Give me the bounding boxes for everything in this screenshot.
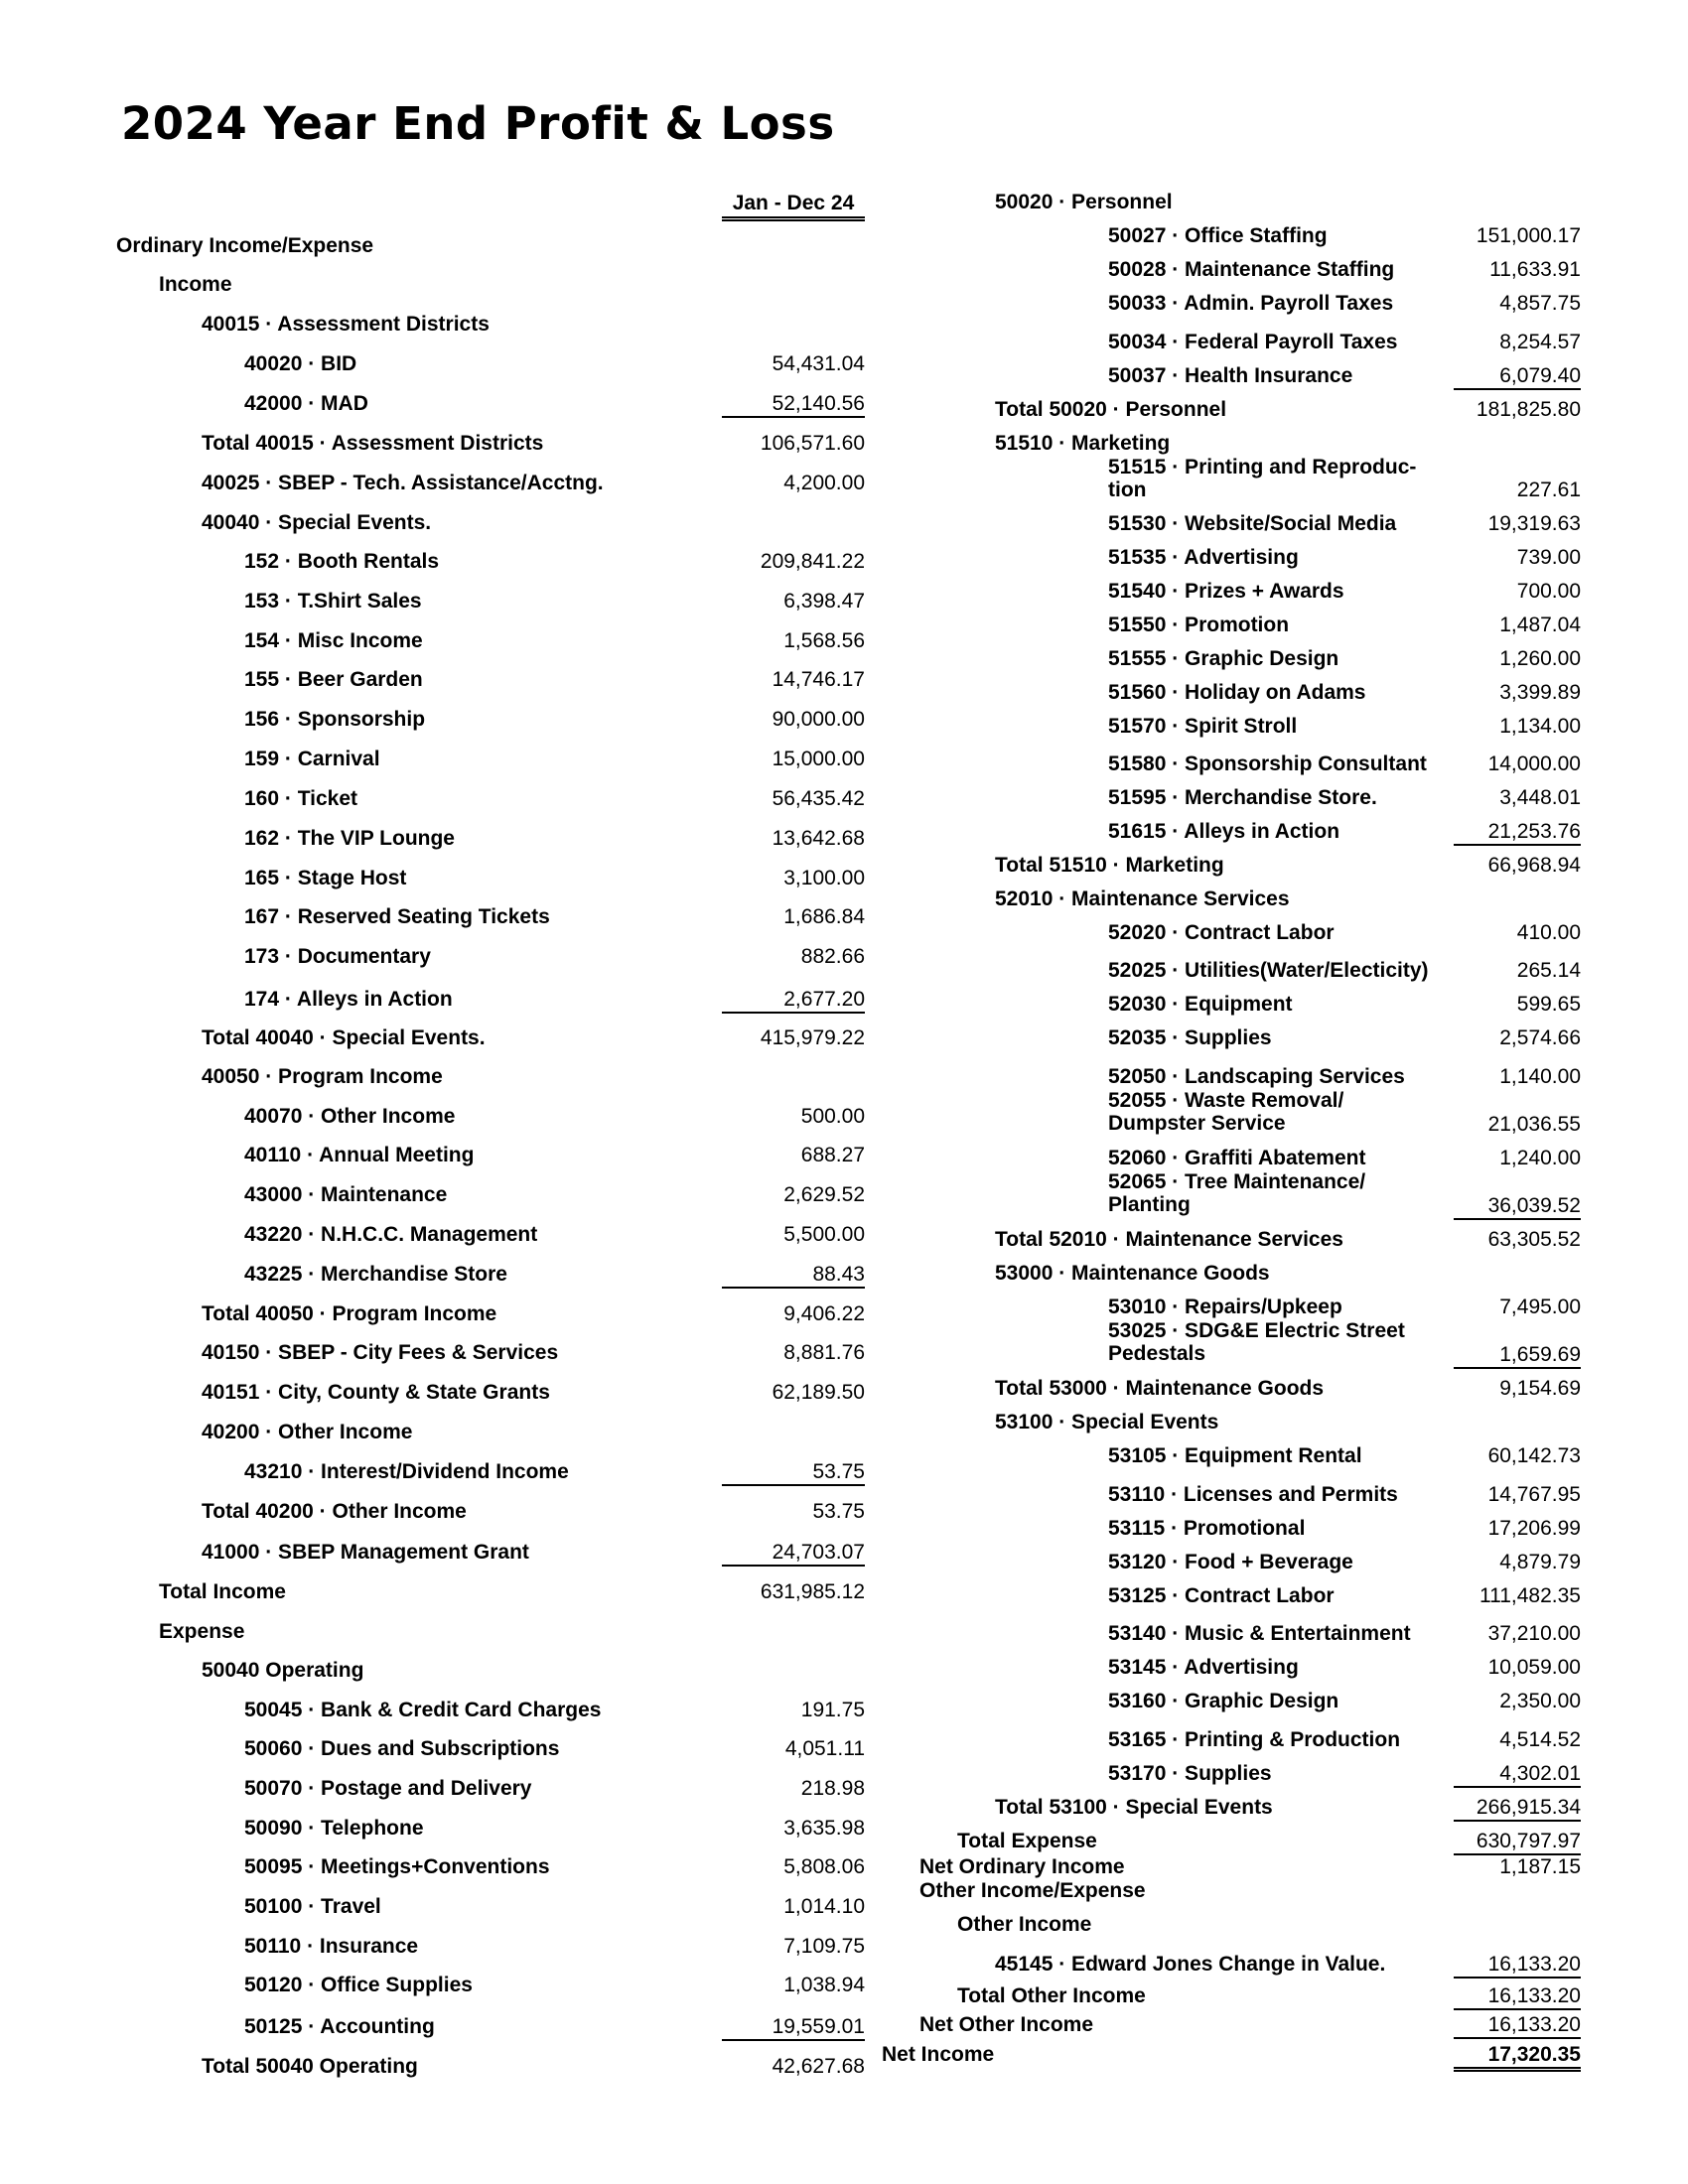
line-item-amount: 9,406.22 [783,1302,865,1325]
line-item-label: Total 52010 · Maintenance Services [995,1228,1343,1251]
line-item-label: 51515 · Printing and Reproduc- tion [1108,456,1417,501]
line-item-amount: 90,000.00 [772,708,865,731]
line-item-amount: 42,627.68 [772,2055,865,2078]
line-item-amount: 2,629.52 [783,1183,865,1206]
line-item-label: 53000 · Maintenance Goods [995,1262,1270,1285]
line-item-label: 167 · Reserved Seating Tickets [244,905,550,928]
line-item-label: 165 · Stage Host [244,867,407,889]
line-item-label: 50037 · Health Insurance [1108,364,1353,387]
line-item-amount: 599.65 [1516,993,1581,1016]
line-item-amount: 1,014.10 [783,1895,865,1918]
column-header: Jan - Dec 24 [722,192,865,221]
line-item-label: 52035 · Supplies [1108,1026,1272,1049]
line-item-label: 52010 · Maintenance Services [995,887,1290,910]
line-item-amount: 2,350.00 [1499,1690,1581,1712]
line-item-amount: 1,487.04 [1499,614,1581,636]
line-item-label: Total 53100 · Special Events [995,1796,1273,1819]
line-item-amount: 19,319.63 [1487,512,1581,535]
line-item-label: 40020 · BID [244,352,357,375]
line-item-label: 50100 · Travel [244,1895,381,1918]
line-item-amount: 21,253.76 [1454,820,1581,846]
line-item-amount: 4,051.11 [784,1737,865,1760]
line-item-label: 51570 · Spirit Stroll [1108,715,1298,738]
line-item-amount: 106,571.60 [760,432,865,455]
line-item-label: 53105 · Equipment Rental [1108,1444,1362,1467]
line-item-label: 53125 · Contract Labor [1108,1584,1335,1607]
line-item-amount: 1,140.00 [1499,1065,1581,1088]
line-item-amount: 10,059.00 [1487,1656,1581,1679]
line-item-amount: 7,495.00 [1499,1296,1581,1318]
line-item-label: Income [159,273,232,296]
line-item-label: 41000 · SBEP Management Grant [202,1541,529,1564]
line-item-amount: 1,187.15 [1499,1855,1581,1878]
line-item-label: 154 · Misc Income [244,629,423,652]
line-item-amount: 88.43 [722,1263,865,1289]
line-item-amount: 1,240.00 [1499,1147,1581,1169]
line-item-amount: 688.27 [800,1144,865,1166]
line-item-amount: 53.75 [812,1500,865,1523]
line-item-amount: 15,000.00 [772,748,865,770]
line-item-label: Expense [159,1620,245,1643]
line-item-amount: 4,879.79 [1499,1551,1581,1573]
line-item-amount: 63,305.52 [1487,1228,1581,1251]
line-item-amount: 56,435.42 [772,787,865,810]
line-item-label: Other Income [957,1913,1092,1936]
line-item-label: 153 · T.Shirt Sales [244,590,422,613]
line-item-amount: 16,133.20 [1454,2013,1581,2039]
line-item-label: 51540 · Prizes + Awards [1108,580,1344,603]
line-item-label: 52060 · Graffiti Abatement [1108,1147,1366,1169]
line-item-label: 51510 · Marketing [995,432,1171,455]
line-item-label: 53010 · Repairs/Upkeep [1108,1296,1342,1318]
line-item-label: 53115 · Promotional [1108,1517,1306,1540]
line-item-label: Total 40040 · Special Events. [202,1026,486,1049]
line-item-label: 162 · The VIP Lounge [244,827,455,850]
line-item-label: Net Other Income [919,2013,1094,2036]
line-item-label: Total Income [159,1580,286,1603]
line-item-label: 51535 · Advertising [1108,546,1299,569]
line-item-amount: 13,642.68 [772,827,865,850]
line-item-amount: 4,857.75 [1499,292,1581,315]
line-item-label: 40200 · Other Income [202,1421,413,1443]
line-item-amount: 17,206.99 [1487,1517,1581,1540]
line-item-amount: 631,985.12 [760,1580,865,1603]
line-item-amount: 415,979.22 [760,1026,865,1049]
line-item-amount: 2,574.66 [1499,1026,1581,1049]
line-item-label: 50125 · Accounting [244,2015,435,2038]
line-item-label: 40110 · Annual Meeting [244,1144,475,1166]
report-title: 2024 Year End Profit & Loss [121,97,835,150]
line-item-amount: 6,079.40 [1454,364,1581,390]
line-item-label: 45145 · Edward Jones Change in Value. [995,1953,1386,1976]
line-item-label: 51550 · Promotion [1108,614,1290,636]
line-item-label: 52050 · Landscaping Services [1108,1065,1405,1088]
line-item-label: 50060 · Dues and Subscriptions [244,1737,560,1760]
line-item-label: 52030 · Equipment [1108,993,1293,1016]
line-item-amount: 14,000.00 [1487,752,1581,775]
line-item-label: 50027 · Office Staffing [1108,224,1328,247]
line-item-label: 40070 · Other Income [244,1105,456,1128]
line-item-label: Net Income [882,2043,995,2066]
line-item-amount: 3,635.98 [783,1817,865,1840]
line-item-amount: 3,399.89 [1499,681,1581,704]
line-item-label: 155 · Beer Garden [244,668,423,691]
line-item-amount: 630,797.97 [1454,1830,1581,1855]
line-item-label: 53100 · Special Events [995,1411,1219,1433]
line-item-amount: 739.00 [1516,546,1581,569]
line-item-amount: 66,968.94 [1487,854,1581,877]
line-item-amount: 151,000.17 [1476,224,1581,247]
line-item-label: 51595 · Merchandise Store. [1108,786,1377,809]
line-item-label: 53145 · Advertising [1108,1656,1299,1679]
line-item-amount: 265.14 [1516,959,1581,982]
line-item-amount: 9,154.69 [1499,1377,1581,1400]
line-item-label: Total 40200 · Other Income [202,1500,467,1523]
line-item-amount: 700.00 [1516,580,1581,603]
line-item-label: Total 50040 Operating [202,2055,418,2078]
line-item-amount: 17,320.35 [1454,2043,1581,2072]
line-item-label: 50034 · Federal Payroll Taxes [1108,331,1398,353]
line-item-label: 40150 · SBEP - City Fees & Services [202,1341,559,1364]
line-item-amount: 8,881.76 [783,1341,865,1364]
line-item-amount: 1,134.00 [1499,715,1581,738]
line-item-amount: 16,133.20 [1454,1984,1581,2010]
line-item-label: 50045 · Bank & Credit Card Charges [244,1699,602,1721]
line-item-label: 53120 · Food + Beverage [1108,1551,1353,1573]
line-item-amount: 54,431.04 [772,352,865,375]
line-item-label: 51615 · Alleys in Action [1108,820,1340,843]
line-item-amount: 16,133.20 [1454,1953,1581,1979]
line-item-amount: 2,677.20 [722,988,865,1014]
line-item-amount: 7,109.75 [783,1935,865,1958]
line-item-label: 53165 · Printing & Production [1108,1728,1401,1751]
line-item-label: Net Ordinary Income [919,1855,1125,1878]
line-item-label: 51560 · Holiday on Adams [1108,681,1366,704]
line-item-amount: 191.75 [800,1699,865,1721]
line-item-label: 152 · Booth Rentals [244,550,440,573]
line-item-label: 53110 · Licenses and Permits [1108,1483,1398,1506]
line-item-label: 42000 · MAD [244,392,368,415]
line-item-amount: 21,036.55 [1487,1113,1581,1136]
line-item-amount: 5,500.00 [783,1223,865,1246]
line-item-label: 173 · Documentary [244,945,431,968]
line-item-label: 156 · Sponsorship [244,708,426,731]
line-item-amount: 1,659.69 [1454,1343,1581,1369]
line-item-label: 53025 · SDG&E Electric Street Pedestals [1108,1319,1405,1365]
line-item-amount: 11,633.91 [1489,258,1581,281]
line-item-amount: 3,448.01 [1499,786,1581,809]
line-item-amount: 52,140.56 [722,392,865,418]
line-item-label: 174 · Alleys in Action [244,988,453,1011]
line-item-label: 50095 · Meetings+Conventions [244,1855,550,1878]
line-item-amount: 1,568.56 [783,629,865,652]
line-item-amount: 4,200.00 [783,472,865,494]
line-item-amount: 24,703.07 [722,1541,865,1567]
line-item-label: Total 53000 · Maintenance Goods [995,1377,1325,1400]
line-item-amount: 6,398.47 [783,590,865,613]
line-item-label: Total 51510 · Marketing [995,854,1224,877]
line-item-amount: 3,100.00 [783,867,865,889]
line-item-label: 50020 · Personnel [995,191,1173,213]
line-item-label: Total 50020 · Personnel [995,398,1227,421]
line-item-label: 51530 · Website/Social Media [1108,512,1397,535]
line-item-label: 53170 · Supplies [1108,1762,1272,1785]
line-item-label: 40151 · City, County & State Grants [202,1381,550,1404]
line-item-label: 40015 · Assessment Districts [202,313,490,336]
line-item-label: Other Income/Expense [919,1879,1146,1902]
line-item-label: 53140 · Music & Entertainment [1108,1622,1411,1645]
line-item-amount: 500.00 [800,1105,865,1128]
line-item-amount: 19,559.01 [722,2015,865,2041]
line-item-label: 50028 · Maintenance Staffing [1108,258,1395,281]
line-item-amount: 111,482.35 [1479,1584,1581,1607]
line-item-amount: 4,302.01 [1454,1762,1581,1788]
line-item-label: 43000 · Maintenance [244,1183,448,1206]
line-item-label: 50033 · Admin. Payroll Taxes [1108,292,1394,315]
line-item-label: 40050 · Program Income [202,1065,443,1088]
line-item-label: 50090 · Telephone [244,1817,424,1840]
line-item-label: 50120 · Office Supplies [244,1974,473,1996]
line-item-label: 43220 · N.H.C.C. Management [244,1223,538,1246]
line-item-amount: 227.61 [1516,478,1581,501]
line-item-label: Ordinary Income/Expense [116,234,374,257]
line-item-label: 40040 · Special Events. [202,511,432,534]
line-item-label: 51555 · Graphic Design [1108,647,1339,670]
line-item-amount: 8,254.57 [1499,331,1581,353]
line-item-label: 43210 · Interest/Dividend Income [244,1460,569,1483]
line-item-label: 53160 · Graphic Design [1108,1690,1339,1712]
line-item-amount: 1,038.94 [783,1974,865,1996]
line-item-label: 52065 · Tree Maintenance/ Planting [1108,1170,1366,1216]
line-item-label: 43225 · Merchandise Store [244,1263,507,1286]
line-item-amount: 410.00 [1516,921,1581,944]
line-item-amount: 1,686.84 [783,905,865,928]
line-item-amount: 5,808.06 [783,1855,865,1878]
line-item-label: 51580 · Sponsorship Consultant [1108,752,1427,775]
line-item-label: 50040 Operating [202,1659,364,1682]
line-item-label: 159 · Carnival [244,748,380,770]
line-item-amount: 62,189.50 [772,1381,865,1404]
line-item-amount: 53.75 [722,1460,865,1486]
line-item-label: 52020 · Contract Labor [1108,921,1335,944]
line-item-amount: 14,746.17 [772,668,865,691]
line-item-amount: 14,767.95 [1487,1483,1581,1506]
line-item-label: Total Other Income [957,1984,1146,2007]
line-item-amount: 266,915.34 [1454,1796,1581,1822]
line-item-amount: 36,039.52 [1454,1194,1581,1220]
line-item-amount: 37,210.00 [1487,1622,1581,1645]
line-item-label: Total 40050 · Program Income [202,1302,497,1325]
line-item-label: 50110 · Insurance [244,1935,419,1958]
line-item-amount: 882.66 [800,945,865,968]
line-item-amount: 1,260.00 [1499,647,1581,670]
line-item-amount: 181,825.80 [1476,398,1581,421]
line-item-label: Total 40015 · Assessment Districts [202,432,544,455]
line-item-label: 50070 · Postage and Delivery [244,1777,532,1800]
line-item-amount: 218.98 [800,1777,865,1800]
line-item-amount: 60,142.73 [1487,1444,1581,1467]
line-item-label: 40025 · SBEP - Tech. Assistance/Acctng. [202,472,604,494]
line-item-label: 52055 · Waste Removal/ Dumpster Service [1108,1089,1344,1135]
line-item-label: 160 · Ticket [244,787,358,810]
line-item-amount: 209,841.22 [760,550,865,573]
line-item-label: 52025 · Utilities(Water/Electicity) [1108,959,1429,982]
line-item-amount: 4,514.52 [1499,1728,1581,1751]
line-item-label: Total Expense [957,1830,1097,1852]
